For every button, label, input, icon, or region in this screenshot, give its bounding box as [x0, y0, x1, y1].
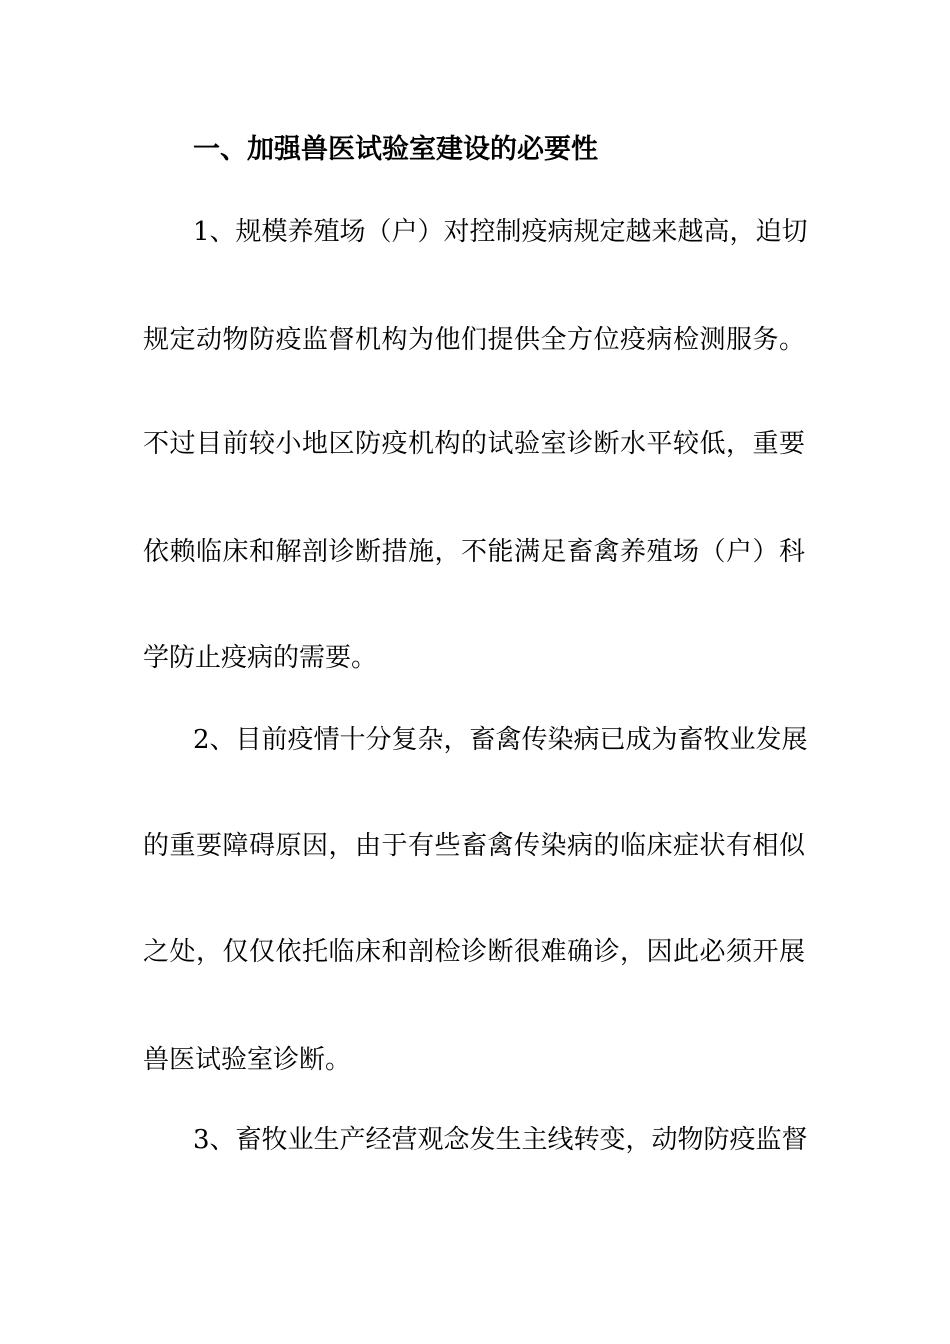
- paragraph-line: 兽医试验室诊断。: [143, 1045, 352, 1075]
- paragraph-line: 之处，仅仅依托临床和剖检诊断很难确诊，因此必须开展: [143, 937, 805, 967]
- paragraph-line: 依赖临床和解剖诊断措施，不能满足畜禽养殖场（户）科: [143, 537, 805, 567]
- paragraph-line: 的重要障碍原因，由于有些畜禽传染病的临床症状有相似: [143, 831, 805, 861]
- paragraph-line: 不过目前较小地区防疫机构的试验室诊断水平较低，重要: [143, 429, 805, 459]
- paragraph-line: 2、目前疫情十分复杂，畜禽传染病已成为畜牧业发展: [193, 725, 808, 755]
- paragraph-line: 3、畜牧业生产经营观念发生主线转变，动物防疫监督: [193, 1125, 808, 1155]
- section-heading: 一、加强兽医试验室建设的必要性: [193, 134, 598, 165]
- paragraph-line: 1、规模养殖场（户）对控制疫病规定越来越高，迫切: [193, 217, 808, 247]
- paragraph-line: 规定动物防疫监督机构为他们提供全方位疫病检测服务。: [143, 325, 805, 355]
- paragraph-line: 学防止疫病的需要。: [143, 643, 378, 673]
